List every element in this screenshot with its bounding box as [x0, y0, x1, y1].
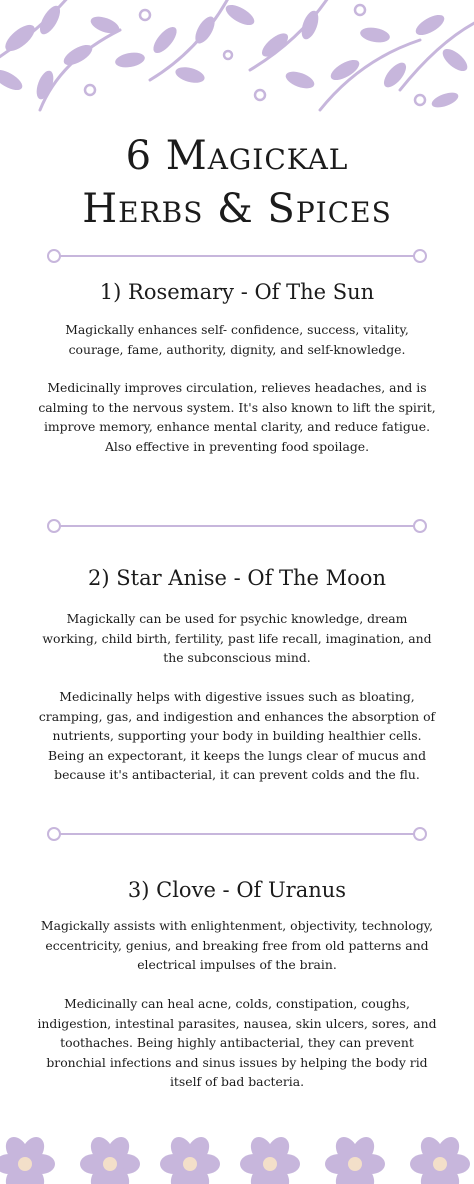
flower-icon: [240, 1133, 300, 1184]
flower-icon: [325, 1133, 385, 1184]
page-title-line-1: 6 Magickal: [125, 133, 349, 179]
flower-icon: [80, 1133, 140, 1184]
leafy-vine-icon: [0, 0, 474, 120]
section-heading-rosemary: 1) Rosemary - Of The Sun: [99, 280, 375, 304]
section-magickal-text: Magickally can be used for psychic knowledge, dream working, child birth, fertility, past life recall, imagination, and the subconscious mind.: [42, 611, 432, 665]
page-title-line-2: Herbs & Spices: [82, 186, 392, 232]
section-medicinal-text: Medicinally improves circulation, relieves headaches, and is calming to the nervous system. It's also known to lift the spirit, improve memory, enhance mental clarity, and reduce fatigue. Also effective in preventing food spoilage.: [38, 380, 436, 454]
circle-end-divider-icon: [46, 248, 428, 264]
section-magickal-text: Magickally enhances self- confidence, success, vitality, courage, fame, authority, dignity, and self-knowledge.: [65, 322, 409, 357]
section-medicinal-text: Medicinally can heal acne, colds, constipation, coughs, indigestion, intestinal parasites, nausea, skin ulcers, sores, and toothaches. Being highly antibacterial, they can prevent bronchial infections and sinus issues by helping the body rid itself of bad bacteria.: [37, 996, 437, 1089]
flower-icon: [0, 1133, 55, 1184]
circle-end-divider-icon: [46, 518, 428, 534]
section-magickal-text: Magickally assists with enlightenment, objectivity, technology, eccentricity, genius, and breaking free from old patterns and electrical impulses of the brain.: [40, 918, 434, 972]
section-heading-star-anise: 2) Star Anise - Of The Moon: [88, 566, 386, 590]
section-heading-clove: 3) Clove - Of Uranus: [127, 878, 347, 902]
flower-icon: [160, 1133, 220, 1184]
section-medicinal-text: Medicinally helps with digestive issues such as bloating, cramping, gas, and indigestion and enhances the absorption of nutrients, supporting your body in building healthier cells. Being an expectorant, it keeps the lungs clear of mucus and because it's antibacterial, it can prevent colds and the flu.: [38, 689, 436, 782]
flower-icon: [410, 1133, 470, 1184]
circle-end-divider-icon: [46, 826, 428, 842]
flower-border: [0, 1124, 474, 1184]
